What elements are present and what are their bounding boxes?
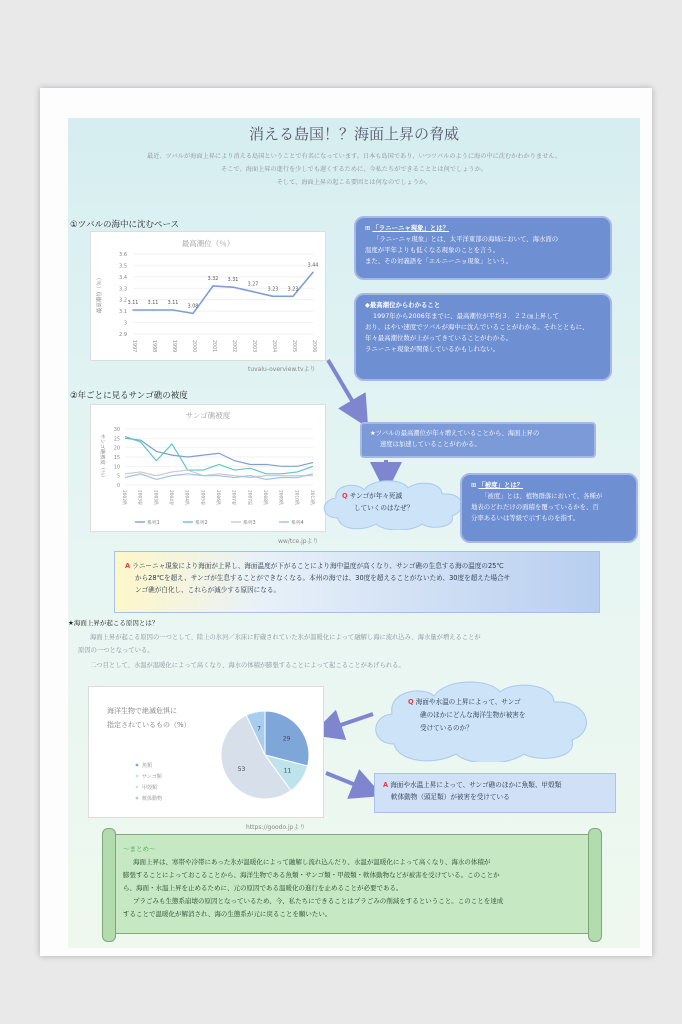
chart2-y-tick: 5 [116, 474, 120, 480]
intro-line-3: そして、海面上昇の起こる要因とは何なのでしょうか。 [276, 179, 432, 186]
pie-value-label: 53 [237, 765, 246, 773]
info-icon: ⊞ [365, 224, 373, 232]
a-mark-2: A [383, 781, 389, 789]
hido-box [460, 473, 638, 543]
chart2-legend-label: 系列2 [195, 521, 208, 526]
question-1-line-2: していくのはなぜ？ [354, 504, 414, 512]
chart2-x-tick: 2004秋 [183, 490, 189, 506]
chart2-x-tick: 2003秋 [152, 490, 158, 506]
chart2-legend-label: 系列3 [243, 521, 256, 526]
summary-line-4: プラごみも生態系崩壊の原因となっているため、今、私たちにできることはプラごみの削減をするということ。このことを達成 [133, 897, 504, 905]
summary-heading: ～まとめ～ [123, 845, 156, 853]
chart3-title-line-2: 指定されているもの（%） [107, 721, 191, 729]
chart1-x-tick: 1997 [131, 340, 136, 353]
chart2-x-tick: 2009秋 [277, 490, 283, 506]
chart2-x-tick: 2003春 [136, 490, 142, 506]
chart1-data-label: 3.31 [227, 278, 239, 284]
lanina-line-2: 温度が平年よりも低くなる現象のことを言う。 [365, 246, 500, 254]
arrow-pie-to-answer [326, 773, 368, 790]
section2-source: ww/tce.jpより [278, 538, 319, 545]
speed-line-2: 速度は加速していることがわかる。 [380, 441, 481, 448]
chart1-x-tick: 2001 [211, 340, 216, 353]
pie-value-label: 11 [283, 767, 292, 775]
chart1-y-tick: 3.5 [119, 263, 127, 270]
chart2-x-tick: 2002秋 [121, 490, 126, 506]
section2-heading: ②年ごとに見るサンゴ礁の被度 [70, 391, 188, 401]
hido-heading: 「被度」とは？ [478, 481, 524, 489]
answer-1-line-1: ラニーニャ現象により海面が上昇し、海面温度が下がることにより海中温度が高くなり、サンゴ礁の生息する海の温度の25℃ [132, 562, 504, 570]
causes-line-1: 海面上昇が起こる原因の一つとして、陸上の氷河／氷床に貯蔵されていた氷が温暖化によって融解し海に流れ込み、海水量が増えることが [90, 634, 481, 641]
pie-legend-label: 魚類 [142, 763, 153, 769]
chart1-y-tick: 2.9 [119, 332, 127, 338]
question-2-line-2: 礁のほかにどんな海洋生物が被害を [420, 711, 526, 719]
chart2-ylabel: サンゴ礁被度（％） [99, 433, 105, 481]
page-title: 消える島国！？海面上昇の脅威 [248, 125, 459, 143]
pie-legend-swatch [136, 775, 139, 778]
answer-1-line-2: から28℃を超え、サンゴが生息することができなくなる。本州の海では、30度を超えることがないため、30度を超えた場合サ [135, 574, 511, 582]
summary-line-3: ら、海面・水温上昇を止めるために、元の原因である温暖化の進行を止めることが必要である。 [123, 884, 403, 892]
pie-chart-svg [89, 687, 323, 817]
chart1-data-label: 3.08 [187, 304, 199, 310]
summary-line-2: 膨張することによっておこることから、海洋生物である魚類・サンゴ類・甲殻類・軟体動物などが被害を受けている。このことか [123, 871, 500, 879]
pie-legend-label: 甲殻類 [142, 785, 158, 791]
info-icon-2: ⊞ [471, 481, 479, 489]
speed-box [360, 422, 596, 458]
scroll-roll-right [588, 828, 602, 942]
chart1-y-tick: 3 [123, 320, 127, 327]
pie-legend-label: サンゴ類 [142, 774, 162, 780]
chart2-y-tick: 10 [113, 465, 120, 471]
chart1-title: 最高潮位（％） [181, 239, 235, 248]
chart1-y-tick: 3.6 [119, 252, 127, 258]
chart1-x-tick: 2003 [251, 340, 256, 353]
scroll-roll-left [102, 828, 116, 942]
chart2-x-tick: 2010秋 [293, 490, 299, 506]
hido-line-3: 分率あるいは等級で示すものを指す。 [471, 514, 580, 522]
chart1-y-tick: 3.3 [119, 286, 127, 293]
q-mark-2: Q [408, 698, 414, 706]
hido-line-2: 地表のどれだけの面積を覆っているかを、百 [471, 503, 599, 511]
chart1-x-tick: 2005 [291, 340, 296, 353]
chart2-title: サンゴ礁被度 [185, 411, 231, 420]
summary-line-5: することで温暖化が解消され、海の生態系が元に戻ることを願いたい。 [123, 910, 332, 918]
pie-value-label: 7 [257, 725, 261, 733]
chart1-data-label: 3.11 [167, 301, 179, 306]
chart2-x-tick: 2004春 [168, 490, 173, 506]
lanina-line-1: 「ラニーニャ現象」とは、太平洋東部の海域において、海水面の [373, 235, 559, 243]
chart1-data-label: 3.44 [307, 263, 319, 269]
chart1-x-tick: 1998 [151, 340, 156, 353]
chart1-y-tick: 3.1 [119, 309, 127, 316]
pie-source: https://goodo.jpより [246, 824, 306, 831]
chart2-y-tick: 30 [113, 428, 120, 433]
chart2-legend-label: 系列4 [291, 521, 304, 526]
answer-1-box [114, 551, 600, 613]
intro-line-1: 最近、ツバルが海面上昇により消える島国ということで有名になっています。日本も島国であり、いつツバルのように海の中に沈むかわかりません。 [146, 153, 562, 160]
q-mark-1: Q [342, 492, 348, 500]
chart1-y-tick: 3.2 [119, 297, 127, 304]
chart1-ylabel: 最高潮位（％） [97, 274, 103, 314]
question-1-line-1: サンゴが年々死滅 [349, 492, 403, 500]
chart2-x-tick: 2008秋 [262, 490, 267, 506]
chart2-x-tick: 2013秋 [309, 490, 314, 506]
poster [68, 118, 640, 948]
question-cloud-1 [318, 478, 470, 530]
lanina-line-3: また、その対義語を「エルニーニョ現象」という。 [365, 257, 512, 265]
chart2-x-tick: 2007夏 [246, 490, 252, 506]
pie-legend-swatch [136, 764, 139, 767]
chart2-x-tick: 2006秋 [215, 490, 220, 506]
tide-analysis-heading: ◆最高潮位からわかること [365, 301, 441, 309]
causes-heading: ★海面上昇が起こる原因とは？ [68, 619, 159, 627]
chart1-x-tick: 2006 [311, 340, 316, 353]
chart1-x-tick: 2004 [271, 340, 276, 353]
chart2-legend-label: 系列1 [147, 521, 160, 526]
summary-line-1: 海面上昇は、寒帯や冷帯にあった氷が温暖化によって融解し流れ込んだり、水温が温暖化によって高くなり、海水の体積が [133, 858, 491, 866]
answer-2-line-1: 海面や水温上昇によって、サンゴ礁のほかに魚類、甲殻類 [390, 781, 562, 789]
chart1-x-tick: 1999 [171, 340, 176, 353]
chart2-x-tick: 2007春 [230, 490, 236, 506]
chart1-data-label: 3.11 [127, 301, 139, 306]
chart1-data-label: 3.23 [287, 287, 299, 293]
section1-heading: ①ツバルの海中に沈むペース [70, 220, 180, 230]
chart3-title-line-1: 海洋生物で絶滅危惧に [107, 707, 177, 715]
question-2-line-3: 受けているのか？ [420, 724, 473, 732]
chart2-y-tick: 25 [113, 437, 120, 443]
pie-legend-label: 軟体動物 [142, 796, 163, 802]
tide-analysis-line-4: ラニーニャ現象が関係しているかもしれない。 [365, 345, 500, 353]
pie-legend-swatch [136, 797, 139, 800]
chart1-y-tick: 3.4 [119, 274, 127, 281]
question-2-line-1: 海面や水温の上昇によって、サンゴ [415, 698, 521, 706]
intro-line-2: そこで、海面上昇の進行を少しでも遅くするために、今私たちができることとは何でしょうか。 [221, 166, 487, 173]
chart2-y-tick: 15 [113, 456, 120, 461]
chart2-y-tick: 0 [116, 484, 120, 489]
pie-value-label: 29 [282, 735, 291, 743]
tide-analysis-line-2: おり、はやい速度でツバルが海中に沈んでいることがわかる。それとともに、 [365, 323, 589, 331]
chart2-x-tick: 2005春 [199, 490, 205, 506]
tide-analysis-line-3: 年々最高潮位数が上がってきていることがわかる。 [365, 334, 512, 342]
section1-source: tuvalu-overview.tvより [248, 366, 316, 373]
speed-line-1: ★ツバルの最高潮位が年々増えていることから、海面上昇の [370, 430, 540, 437]
summary-scroll [108, 834, 594, 934]
chart1-x-tick: 2000 [191, 340, 196, 353]
answer-1-line-3: ンゴ礁が白化し、これらが減少する原因になる。 [135, 586, 281, 594]
chart1-data-label: 3.23 [267, 287, 279, 293]
tide-analysis-line-1: 1997年から2006年までに、最高潮位が平均３．２２㎝上昇して [373, 312, 559, 320]
lanina-heading: 「ラニーニャ現象」とは？ [372, 224, 450, 232]
causes-line-3: 二つ目として、水温が温暖化によって高くなり、海水の体積が膨張することによって起こることがあげられる。 [90, 662, 405, 669]
answer-2-line-2: 軟体動物（頭足類）が被害を受けている [391, 793, 510, 801]
pie-chart [88, 686, 324, 818]
answer-2-box [374, 773, 616, 813]
chart1-x-tick: 2002 [231, 340, 236, 353]
question-cloud-2 [368, 678, 598, 762]
chart1-data-label: 3.11 [147, 301, 159, 306]
chart2-y-tick: 20 [113, 446, 120, 452]
arrow-question-to-pie [326, 714, 373, 730]
arrow-chart-to-speed [328, 360, 360, 414]
pie-legend-swatch [136, 786, 139, 789]
chart1-data-label: 3.32 [207, 277, 219, 282]
causes-line-2: 原因の一つとなっている。 [78, 647, 154, 654]
hido-line-1: 「被度」とは、植物群落において、各種が [481, 492, 603, 500]
chart1-data-label: 3.27 [247, 282, 259, 288]
a-mark-1: A [125, 562, 131, 570]
